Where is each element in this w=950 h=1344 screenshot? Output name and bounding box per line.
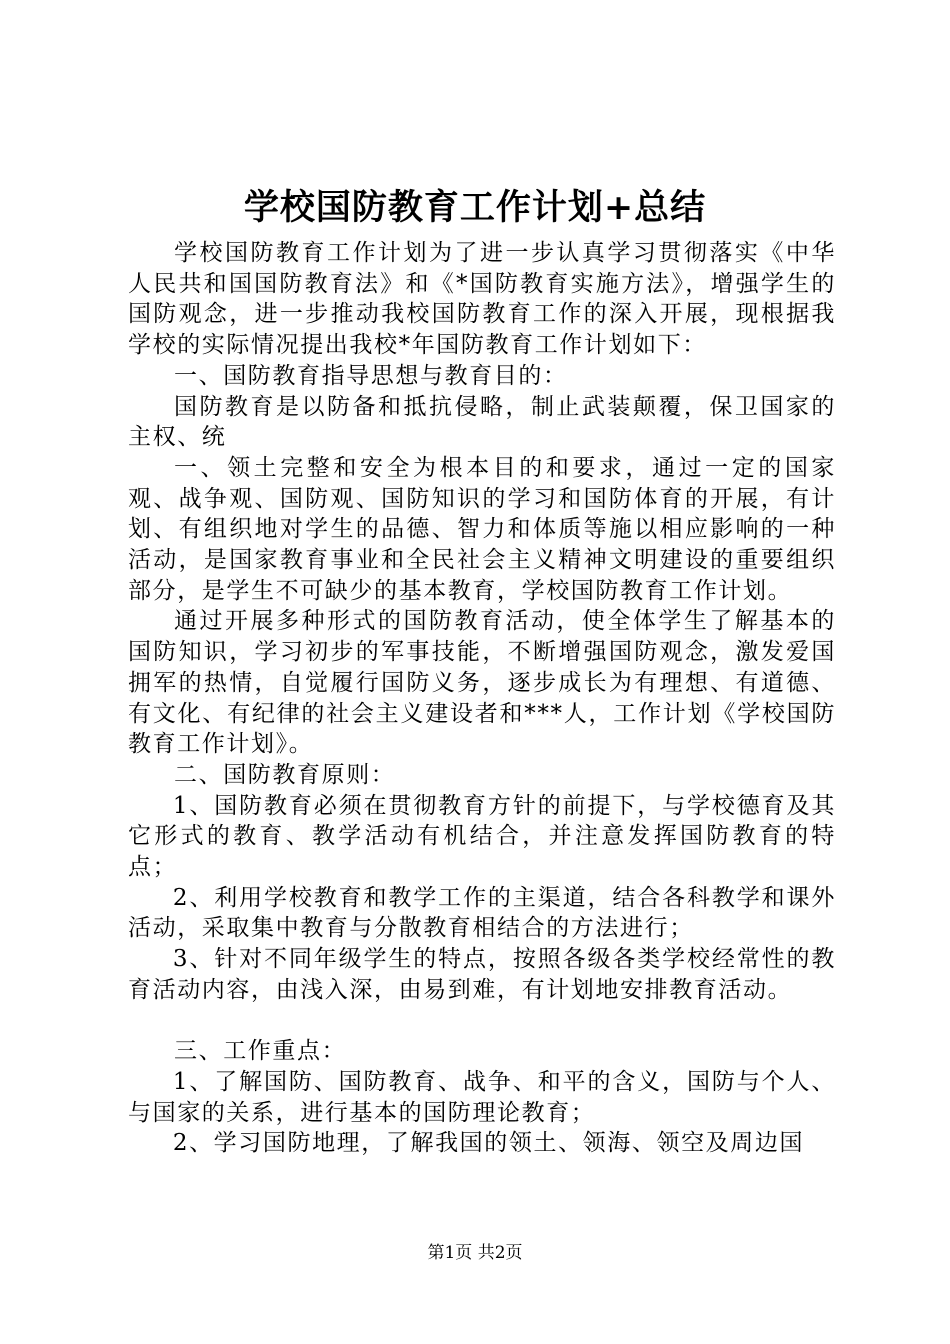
page-footer: 第1页 共2页: [427, 1243, 523, 1263]
principle-item-3: 3、针对不同年级学生的特点，按照各级各类学校经常性的教育活动内容，由浅入深，由易到难，有计划地安排教育活动。: [128, 946, 836, 1003]
paragraph-definition-continued: 一、领土完整和安全为根本目的和要求，通过一定的国家观、战争观、国防观、国防知识的学习和国防体育的开展，有计划、有组织地对学生的品德、智力和体质等施以相应影响的一种活动，是国家教育事业和全民社会主义精神文明建设的重要组织部分，是学生不可缺少的基本教育，学校国防教育工作计划。: [128, 454, 836, 604]
key-work-item-2: 2、学习国防地理，了解我国的领土、领海、领空及周边国: [172, 1130, 805, 1157]
document-body: [128, 238, 836, 1159]
paragraph-activities: 通过开展多种形式的国防教育活动，使全体学生了解基本的国防知识，学习初步的军事技能，不断增强国防观念，激发爱国拥军的热情，自觉履行国防义务，逐步成长为有理想、有道德、有文化、有纪律的社会主义建设者和***人，工作计划《学校国防教育工作计划》。: [128, 608, 836, 758]
principle-item-2: 2、利用学校教育和教学工作的主渠道，结合各科教学和课外活动，采取集中教育与分散教育相结合的方法进行；: [128, 884, 836, 942]
paragraph-intro: 学校国防教育工作计划为了进一步认真学习贯彻落实《中华人民共和国国防教育法》和《*国防教育实施方法》，增强学生的国防观念，进一步推动我校国防教育工作的深入开展，现根据我学校的实际情况提出我校*年国防教育工作计划如下：: [128, 240, 836, 359]
key-work-item-1: 1、了解国防、国防教育、战争、和平的含义，国防与个人、与国家的关系，进行基本的国防理论教育；: [128, 1068, 836, 1126]
principle-item-1: 1、国防教育必须在贯彻教育方针的前提下，与学校德育及其它形式的教育、教学活动有机结合，并注意发挥国防教育的特点；: [128, 792, 836, 881]
paragraph-definition-start: 国防教育是以防备和抵抗侵略，制止武装颠覆，保卫国家的主权、统: [128, 393, 836, 451]
section-heading-guiding-thought: 一、国防教育指导思想与教育目的：: [174, 362, 568, 389]
section-heading-key-work: 三、工作重点：: [174, 1038, 347, 1065]
blank-line: [128, 1006, 836, 1037]
section-heading-principles: 二、国防教育原则：: [174, 761, 396, 788]
page-title: 学校国防教育工作计划+总结: [243, 187, 707, 228]
